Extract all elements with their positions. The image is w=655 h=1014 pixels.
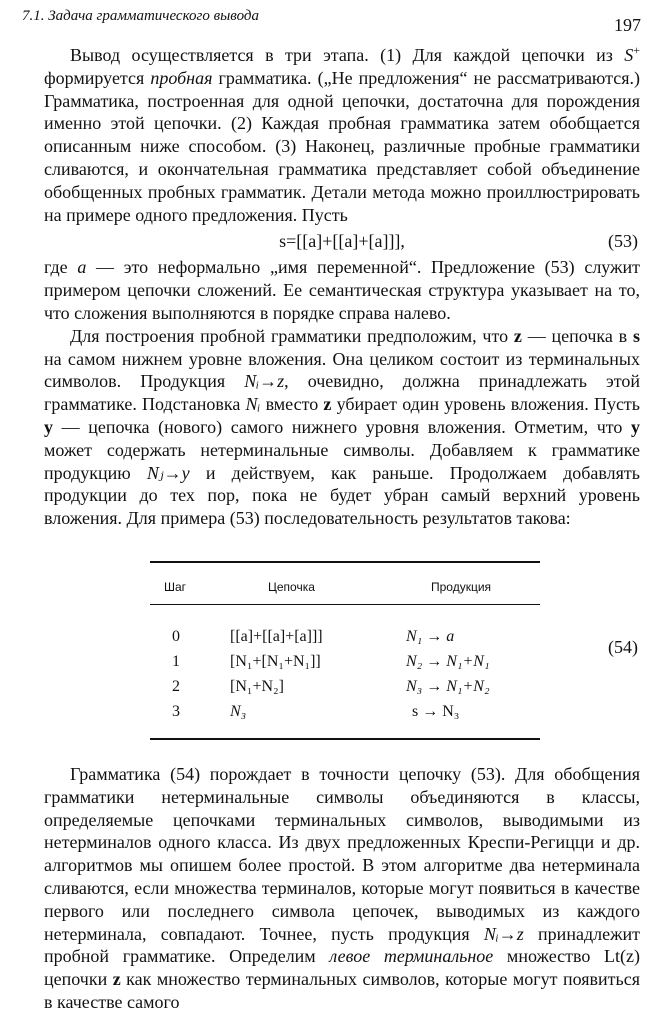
equation-number: (53) [608, 231, 638, 252]
table-row-chain: [[a]+[[a]+[a]]] [230, 628, 323, 645]
math-function: Lt(z) [604, 946, 640, 967]
text-run: цепочки [44, 969, 113, 990]
table-row-production: N₃ → N₁+N₂ [406, 678, 490, 695]
paragraph-3 [44, 325, 640, 530]
emphasis: пробная [150, 67, 213, 88]
text-run: , очевидно, должна принадлежать этой грамматике. Подстановка [44, 371, 640, 415]
table-row-chain: N₃ [230, 703, 247, 720]
math-symbol: z [323, 394, 332, 415]
math-symbol: S [624, 45, 634, 65]
superscript: + [633, 43, 640, 57]
text-run: принадлежит пробной грамматике. Определим [44, 923, 641, 967]
table-row-step: 3 [172, 703, 180, 720]
table-rule-top [150, 561, 540, 563]
emphasis: левое терминальное [329, 946, 494, 967]
table-row-production: N₂ → N₁+N₁ [406, 653, 490, 670]
table-rule-bottom [150, 738, 540, 740]
text-run: Грамматика (54) порождает в точности цепочку (53). Для обобщения грамматики нетерминальные символы объединяются в классы, определяемые цепочками терминальных символов, выводимыми из нетерминалов одного класса. Из двух предложенных Креспи-Регицци и др. алгоритмов мы опишем более простой. В этом алгоритме два нетерминала сливаются, если множества терминалов, которые могут появиться в качестве первого или последнего символа цепочек, выводимых из каждого нетерминала, совпадают. Точнее, пусть продукция [44, 764, 640, 944]
table-row-step: 0 [172, 628, 180, 645]
table-row-step: 1 [172, 653, 180, 670]
text-run: может содержать нетерминальные символы. Добавляем к грамматике продукцию [44, 439, 640, 483]
text-run: грамматика. („Не предложения“ не рассматриваются.) Грамматика, построенная для одной цепочки, достаточна для порождения именно этой цепочки. (2) Каждая пробная грамматика затем обобщается описанным ниже способом. (3) Наконец, различные пробные грамматики сливаются, и окончательная грамматика представляет собой объединение обобщенных пробных грамматик. Детали метода можно проиллюстрировать на примере одного предложения. Пусть [44, 67, 640, 225]
text-run: вместо [260, 394, 324, 415]
derivation-table [150, 561, 540, 741]
math-production: Nⱼ→y [146, 462, 190, 483]
main-text-continued [44, 763, 640, 1014]
math-production: Nᵢ→z [244, 371, 285, 392]
math-symbol: s [632, 325, 640, 346]
column-header-chain: Цепочка [268, 580, 315, 594]
page-number: 197 [614, 15, 641, 35]
paragraph-2 [44, 256, 640, 324]
text-run: и действуем, как раньше. Продолжаем добавлять продукции до тех пор, пока не будет убран самый верхний уровень вложения. Для примера (53) последовательность результатов такова: [44, 462, 641, 529]
table-row-step: 2 [172, 678, 180, 695]
equation-body: s=[[a]+[[a]+[a]]], [279, 231, 405, 252]
text-run: Для построения пробной грамматики предположим, что [70, 325, 514, 346]
equation-53 [44, 226, 640, 256]
math-symbol: Nᵢ [245, 394, 261, 415]
running-head: 7.1. Задача грамматического вывода [22, 8, 259, 24]
table-row-chain: [N₁+[N₁+N₁]] [230, 653, 321, 670]
column-header-production: Продукция [431, 580, 492, 594]
text-run: — это неформально „имя переменной“. Предложение (53) служит примером цепочки сложений. Ее семантическая структура указывает на то, что сложения выполняются в порядке справа налево. [44, 257, 640, 323]
text-run: убирает один уровень вложения. Пусть [331, 394, 641, 415]
math-symbol: a [77, 257, 87, 278]
table-row-production: N₁ → a [406, 628, 455, 645]
math-symbol: z [513, 325, 522, 346]
text-run: Вывод осуществляется в три этапа. (1) Для каждой цепочки из [70, 45, 625, 65]
text-run: множество [493, 946, 605, 967]
text-run: — цепочка (нового) самого нижнего уровня вложения. Отметим, что [53, 416, 631, 437]
table-rule-header [150, 604, 540, 605]
column-header-step: Шаг [164, 580, 187, 594]
text-run: на самом нижнем уровне вложения. Она целиком состоит из терминальных символов. Продукция [44, 348, 640, 392]
math-symbol: y [631, 416, 640, 437]
paragraph-1 [44, 44, 640, 226]
paragraph-4 [44, 763, 640, 1014]
main-text [44, 44, 640, 530]
text-run: формируется [44, 67, 151, 88]
math-symbol: y [44, 416, 53, 437]
math-production: Nᵢ→z [483, 923, 524, 944]
text-run: где [44, 257, 78, 278]
table-row-chain: [N₁+N₂] [230, 678, 284, 695]
text-run: — цепочка в [521, 325, 633, 346]
text-run: как множество терминальных символов, которые могут появиться в качестве самого [44, 969, 640, 1012]
table-row-production: s → N₃ [412, 703, 460, 720]
table-number: (54) [608, 637, 638, 657]
math-symbol: z [112, 969, 121, 990]
